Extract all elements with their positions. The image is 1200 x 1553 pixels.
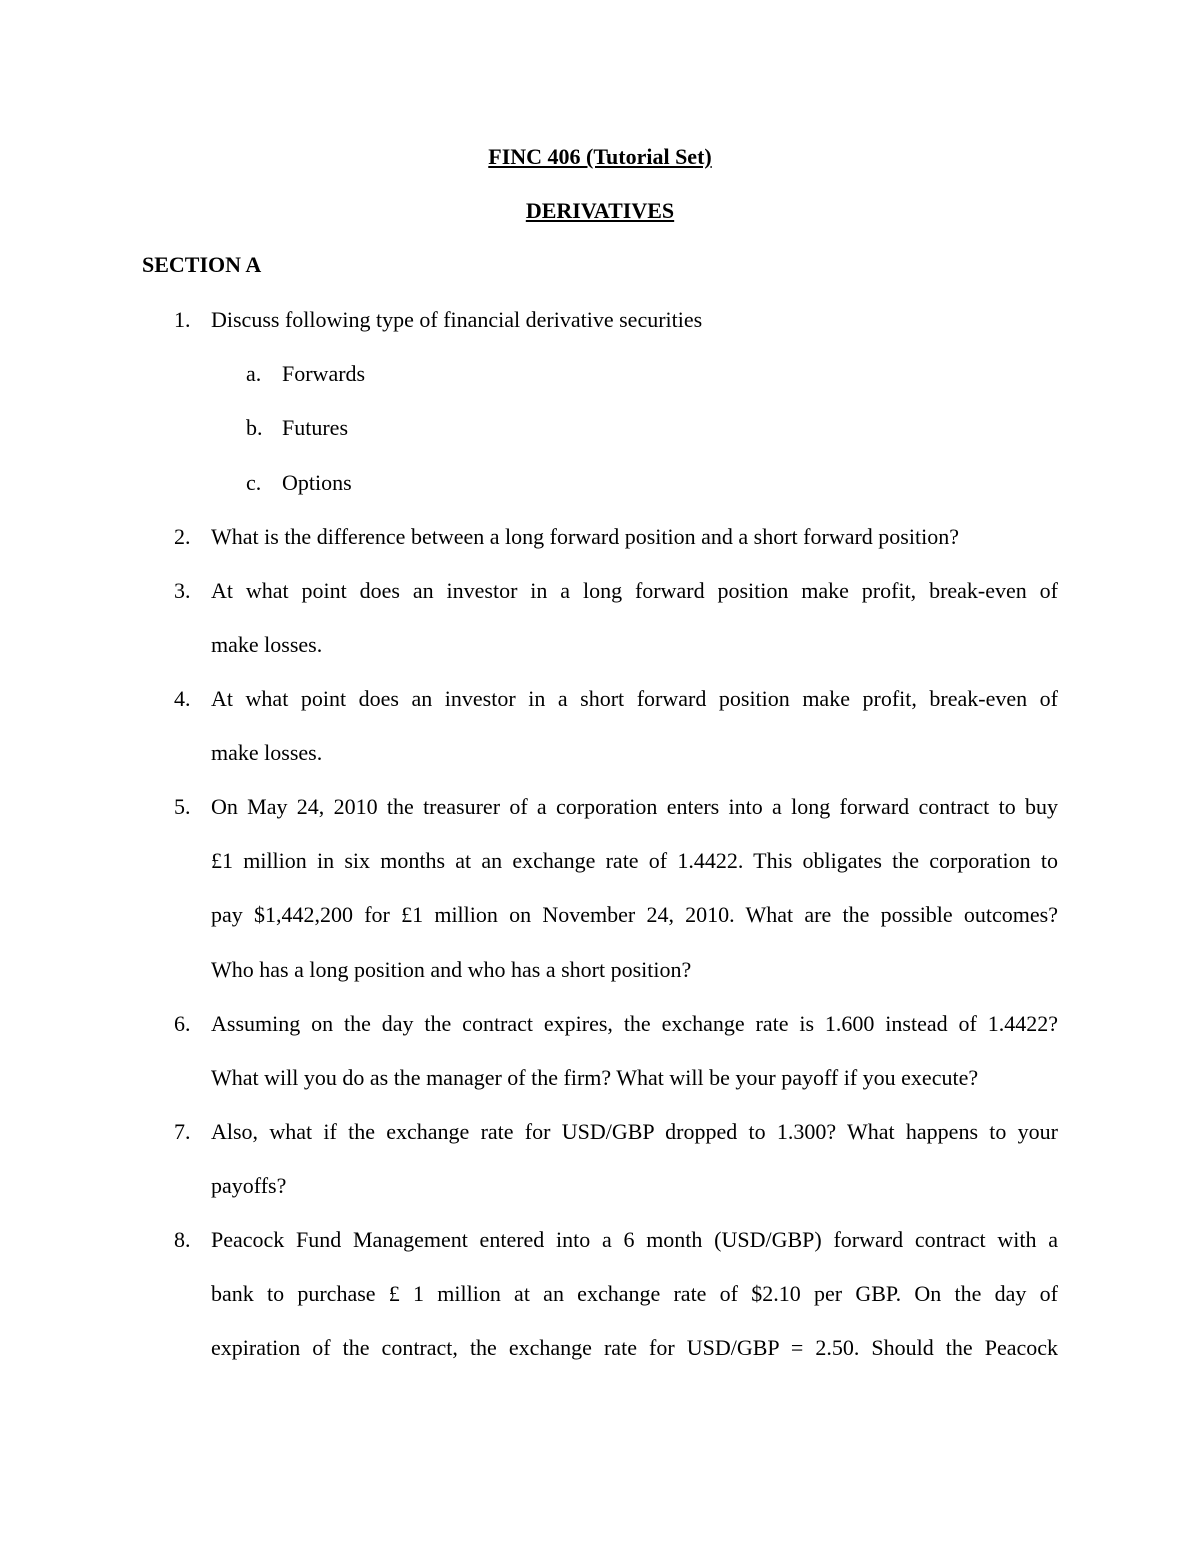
- question-number: 2.: [174, 524, 191, 549]
- question-text-line: Peacock Fund Management entered into a 6 month (USD/GBP) forward contract with a: [211, 1227, 1058, 1252]
- question-text-line: Assuming on the day the contract expires, the exchange rate is 1.600 instead of 1.4422?: [211, 1011, 1058, 1036]
- question-text-line: payoffs?: [211, 1173, 287, 1198]
- document-subtitle: DERIVATIVES: [525, 198, 675, 223]
- question-text-line: £1 million in six months at an exchange rate of 1.4422. This obligates the corporation to: [211, 848, 1058, 873]
- question-text-line: At what point does an investor in a long forward position make profit, break-even of: [211, 578, 1058, 603]
- question-text-line: At what point does an investor in a short forward position make profit, break-even of: [211, 686, 1058, 711]
- question-number: 7.: [174, 1119, 191, 1144]
- question-number: 5.: [174, 794, 191, 819]
- question-text-line: make losses.: [211, 632, 323, 657]
- subitem-letter: c.: [246, 470, 262, 495]
- question-text-line: expiration of the contract, the exchange rate for USD/GBP = 2.50. Should the Peacock: [211, 1335, 1058, 1360]
- question-text-line: bank to purchase £ 1 million at an exchange rate of $2.10 per GBP. On the day of: [211, 1281, 1058, 1306]
- question-text-line: Also, what if the exchange rate for USD/GBP dropped to 1.300? What happens to your: [211, 1119, 1058, 1144]
- question-text-line: Discuss following type of financial derivative securities: [211, 307, 703, 332]
- question-text-line: On May 24, 2010 the treasurer of a corporation enters into a long forward contract to buy: [211, 794, 1058, 819]
- section-heading: SECTION A: [142, 252, 262, 277]
- subitem-text: Options: [282, 470, 352, 495]
- subitem-letter: b.: [246, 415, 263, 440]
- question-number: 3.: [174, 578, 191, 603]
- subitem-text: Futures: [282, 415, 348, 440]
- subitem-text: Forwards: [282, 361, 366, 386]
- question-number: 4.: [174, 686, 191, 711]
- question-text-line: make losses.: [211, 740, 323, 765]
- question-text-line: What will you do as the manager of the firm? What will be your payoff if you execute?: [211, 1065, 979, 1090]
- subitem-letter: a.: [246, 361, 262, 386]
- question-number: 6.: [174, 1011, 191, 1036]
- question-number: 8.: [174, 1227, 191, 1252]
- document-title: FINC 406 (Tutorial Set): [488, 144, 712, 169]
- question-text-line: pay $1,442,200 for £1 million on November 24, 2010. What are the possible outcomes?: [211, 902, 1058, 927]
- question-text-line: What is the difference between a long forward position and a short forward position?: [211, 524, 959, 549]
- question-number: 1.: [174, 307, 191, 332]
- question-text-line: Who has a long position and who has a short position?: [211, 957, 692, 982]
